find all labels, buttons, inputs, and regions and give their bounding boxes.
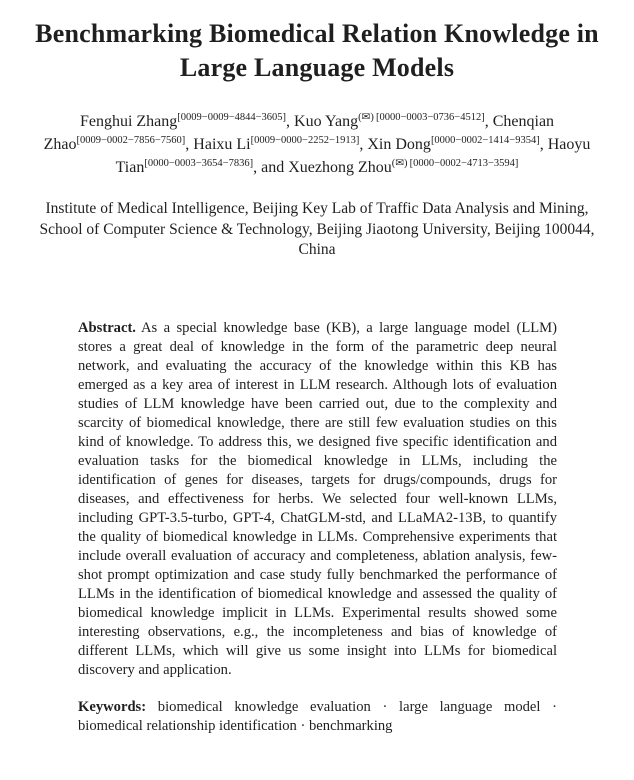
affiliation: Institute of Medical Intelligence, Beijing Key Lab of Traffic Data Analysis and Mining, School of Computer Science & Technology, Beijing Jiaotong University, Beijing 100044, China [39, 200, 595, 258]
keywords-label: Keywords: [78, 698, 147, 715]
author-list [43, 110, 591, 179]
author-orcid: [0009−0009−4844−3605] [177, 112, 287, 123]
author-name: , Chenqian Zhao [43, 113, 555, 153]
author-orcid: [0000−0003−3654−7836] [144, 158, 254, 169]
paper-title-line-2: Large Language Models [179, 53, 455, 82]
author-name: , Kuo Yang [286, 113, 359, 130]
author-name: Fenghui Zhang [79, 113, 178, 130]
author-name: , Haixu Li [185, 136, 251, 153]
author-orcid: (✉) [0000−0003−0736−4512] [358, 112, 485, 123]
paper-title-line-1: Benchmarking Biomedical Relation Knowledge in [35, 19, 599, 48]
keywords-section [78, 698, 557, 736]
author-name: , Xin Dong [359, 136, 431, 153]
paper-title [0, 17, 634, 85]
author-orcid: [0009−0000−2252−1913] [250, 135, 360, 146]
author-orcid: [0009−0002−7856−7560] [76, 135, 186, 146]
keywords-text: biomedical knowledge evaluation · large language model · biomedical relationship identification · benchmarking [78, 698, 557, 734]
author-orcid: [0000−0002−1414−9354] [430, 135, 540, 146]
abstract-section [78, 319, 557, 680]
abstract-text: As a special knowledge base (KB), a large language model (LLM) stores a great deal of knowledge in the form of the parametric deep neural network, and evaluating the accuracy of the knowledge within this KB has emerged as a key area of interest in LLM research. Although lots of evaluation studies of LLM knowledge have been carried out, due to the complexity and scarcity of biomedical knowledge, there are still few evaluation studies on this kind of knowledge. To address this, we designed five specific identification and evaluation tasks for the biomedical knowledge in LLMs, including the identification of genes for diseases, targets for drugs/compounds, drugs for diseases, and effectiveness for herbs. We selected four well-known LLMs, including GPT-3.5-turbo, GPT-4, ChatGLM-std, and LLaMA2-13B, to quantify the quality of biomedical knowledge in LLMs. Comprehensive experiments that include overall evaluation of accuracy and completeness, ablation analysis, few-shot prompt optimization and case study fully benchmarked the performance of LLMs in the identification of biomedical knowledge and assessed the quality of biomedical knowledge implicit in LLMs. Experimental results showed some interesting observations, e.g., the incompleteness and bias of knowledge of different LLMs, which will give us some insight into LLMs for biomedical discovery and application. [78, 319, 557, 678]
author-orcid: (✉) [0000−0002−4713−3594] [391, 158, 519, 169]
abstract-label: Abstract. [78, 319, 136, 336]
author-name: , and Xuezhong Zhou [253, 159, 392, 176]
author-name: , Haoyu Tian [115, 136, 591, 176]
